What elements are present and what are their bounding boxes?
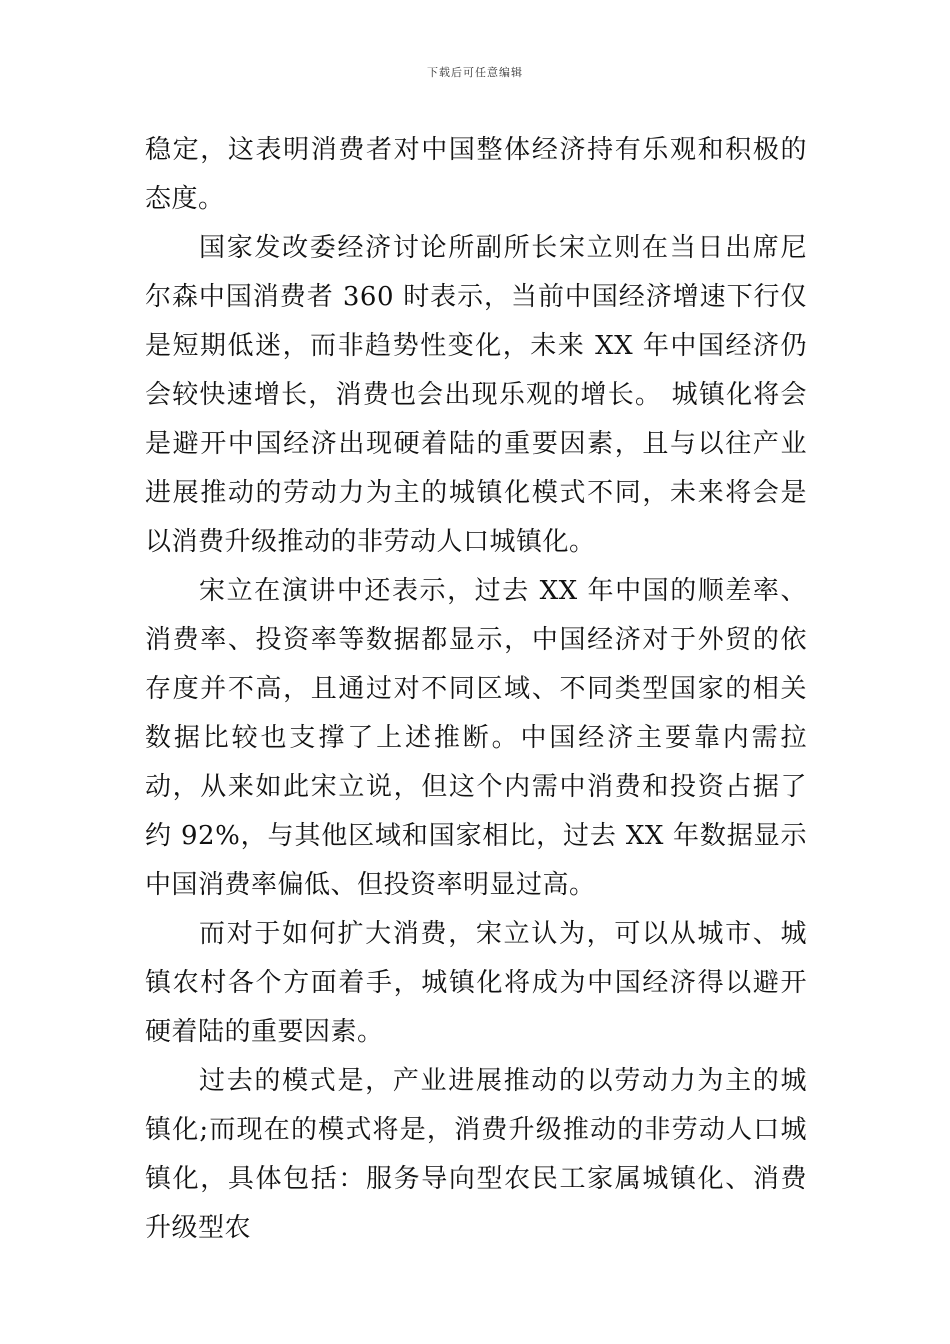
page-header: 下载后可任意编辑 <box>427 66 523 79</box>
paragraph-2: 国家发改委经济讨论所副所长宋立则在当日出席尼尔森中国消费者 360 时表示，当前中国经济增速下行仅是短期低迷，而非趋势性变化，未来 XX 年中国经济仍会较快速增长，消费也会出现乐观的增长。 城镇化将会是避开中国经济出现硬着陆的重要因素，且与以往产业进展推动的劳动力为主的城镇化模式不同，未来将会是以消费升级推动的非劳动人口城镇化。 <box>145 233 807 557</box>
paragraph-3: 宋立在演讲中还表示，过去 XX 年中国的顺差率、消费率、投资率等数据都显示，中国经济对于外贸的依存度并不高，且通过对不同区域、不同类型国家的相关数据比较也支撑了上述推断。中国经济主要靠内需拉动，从来如此宋立说，但这个内需中消费和投资占据了约 92%，与其他区域和国家相比，过去 XX 年数据显示中国消费率偏低、但投资率明显过高。 <box>145 576 807 900</box>
paragraph-4: 而对于如何扩大消费，宋立认为，可以从城市、城镇农村各个方面着手，城镇化将成为中国经济得以避开硬着陆的重要因素。 <box>145 919 807 1047</box>
paragraph-5: 过去的模式是，产业进展推动的以劳动力为主的城镇化;而现在的模式将是，消费升级推动的非劳动人口城镇化，具体包括：服务导向型农民工家属城镇化、消费升级型农 <box>145 1066 807 1243</box>
document-body <box>145 126 807 1253</box>
paragraph-1: 稳定，这表明消费者对中国整体经济持有乐观和积极的态度。 <box>145 135 807 214</box>
